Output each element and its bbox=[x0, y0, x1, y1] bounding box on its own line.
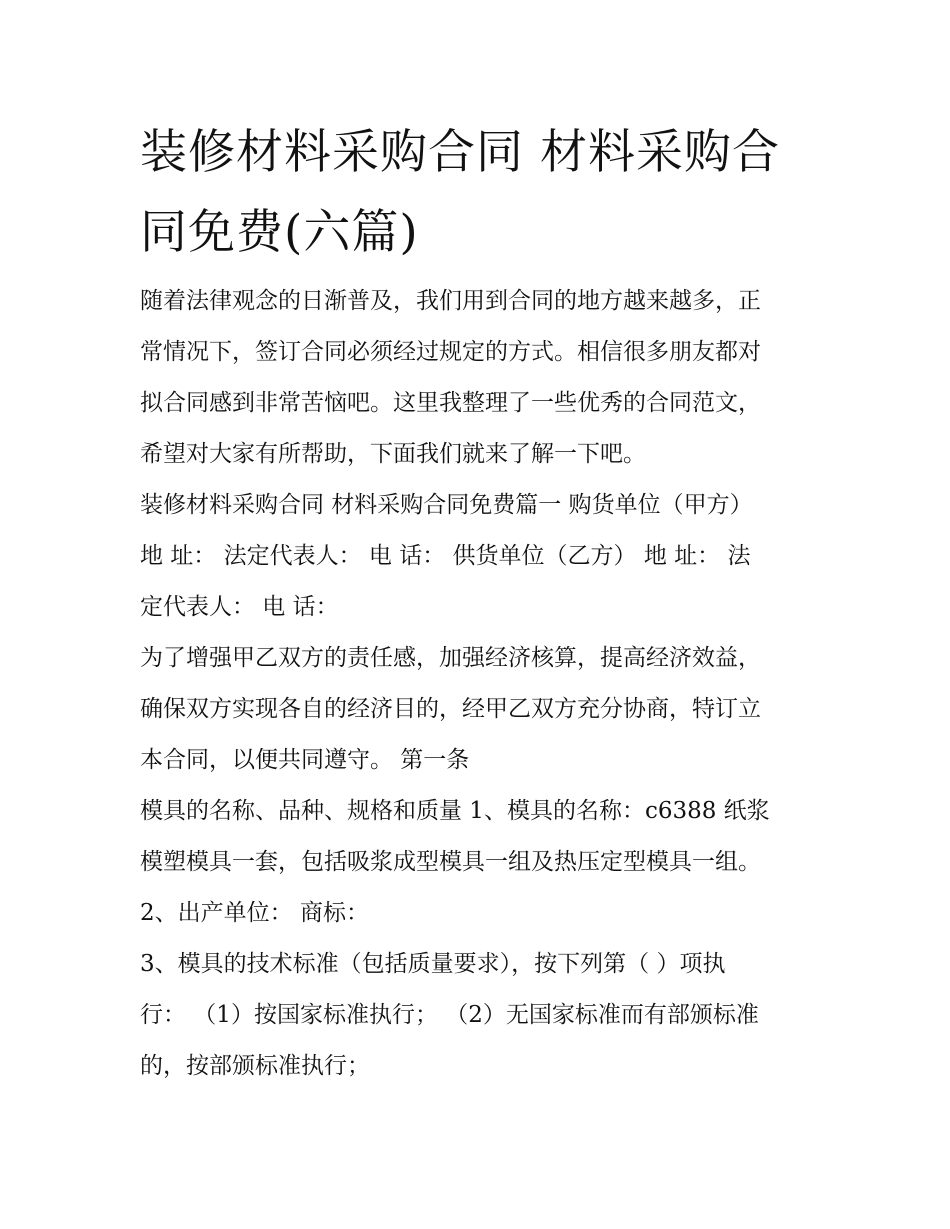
text-line: 的，按部颁标准执行； bbox=[140, 1053, 370, 1079]
text-line: 本合同，以便共同遵守。 第一条 bbox=[140, 747, 470, 773]
document-title bbox=[140, 113, 830, 273]
mold-name-paragraph bbox=[140, 786, 820, 888]
text-line: 确保双方实现各自的经济目的，经甲乙双方充分协商，特订立 bbox=[140, 696, 761, 722]
text-line: 模具的名称、品种、规格和质量 1、模具的名称：c6388 纸浆 bbox=[140, 798, 770, 824]
title-line-1: 装修材料采购合同 材料采购合 bbox=[140, 125, 780, 180]
text-line: 2、出产单位： 商标： bbox=[140, 900, 369, 926]
text-line: 拟合同感到非常苦恼吧。这里我整理了一些优秀的合同范文， bbox=[140, 390, 761, 416]
text-line: 为了增强甲乙双方的责任感，加强经济核算，提高经济效益， bbox=[140, 645, 761, 671]
text-line: 随着法律观念的日渐普及，我们用到合同的地方越来越多，正 bbox=[140, 288, 761, 314]
document-body bbox=[140, 276, 820, 1092]
purpose-paragraph bbox=[140, 633, 820, 786]
text-line: 3、模具的技术标准（包括质量要求），按下列第（ ）项执 bbox=[140, 951, 726, 977]
intro-paragraph bbox=[140, 276, 820, 480]
text-line: 定代表人： 电 话： bbox=[140, 594, 339, 620]
title-line-2: 同免费(六篇) bbox=[140, 205, 419, 260]
text-line: 常情况下，签订合同必须经过规定的方式。相信很多朋友都对 bbox=[140, 339, 761, 365]
text-line: 地 址： 法定代表人： 电 话： 供货单位（乙方） 地 址： 法 bbox=[140, 543, 751, 569]
text-line: 模塑模具一套，包括吸浆成型模具一组及热压定型模具一组。 bbox=[140, 849, 761, 875]
text-line: 装修材料采购合同 材料采购合同免费篇一 购货单位（甲方） bbox=[140, 492, 753, 518]
text-line: 行： （1）按国家标准执行； （2）无国家标准而有部颁标准 bbox=[140, 1002, 759, 1028]
text-line: 希望对大家有所帮助，下面我们就来了解一下吧。 bbox=[140, 441, 646, 467]
parties-paragraph bbox=[140, 480, 820, 633]
standard-paragraph bbox=[140, 939, 820, 1092]
producer-paragraph bbox=[140, 888, 820, 939]
